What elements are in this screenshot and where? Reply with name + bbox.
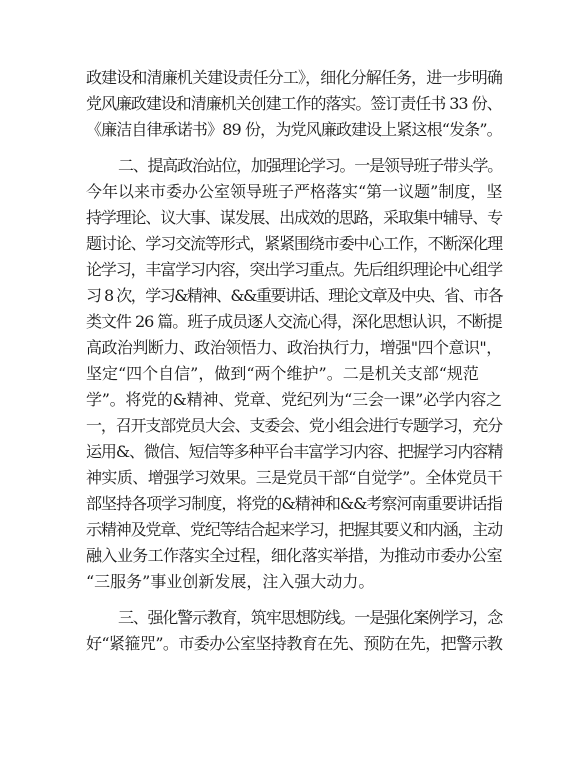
paragraph-line: 学”。将党的&精神、党章、党纪列为“三会一课”必学内容之 [86, 390, 502, 409]
paragraph-line: 部坚持各项学习制度，将党的&精神和&&考察河南重要讲话指 [86, 494, 502, 513]
paragraph-line: 一，召开支部党员大会、支委会、党小组会进行专题学习，充分 [86, 416, 503, 435]
paragraph-line: 《廉洁自律承诺书》89 份，为党风廉政建设上紧这根“发条”。 [86, 120, 502, 139]
paragraph-line: 习 8 次，学习&精神、&&重要讲话、理论文章及中央、省、市各 [86, 286, 503, 305]
paragraph-line: 坚定“四个自信”，做到“两个维护”。二是机关支部“规范 [86, 364, 479, 383]
paragraph-line: 运用&、微信、短信等多种平台丰富学习内容、把握学习内容精 [86, 442, 503, 461]
paragraph-line: 融入业务工作落实全过程，细化落实举措，为推动市委办公室 [86, 546, 503, 565]
paragraph-line: 政建设和清廉机关建设责任分工》，细化分解任务，进一步明确 [86, 68, 503, 87]
paragraph-line: 论学习，丰富学习内容，突出学习重点。先后组织理论中心组学 [86, 260, 503, 279]
paragraph-line: “三服务”事业创新发展，注入强大动力。 [86, 572, 375, 591]
paragraph-line: 神实质、增强学习效果。三是党员干部“自觉学”。全体党员干 [86, 468, 503, 487]
paragraph-line: 今年以来市委办公室领导班子严格落实“第一议题”制度，坚 [86, 182, 503, 201]
paragraph-line: 持学理论、议大事、谋发展、出成效的思路，采取集中辅导、专 [86, 208, 503, 227]
paragraph-line: 题讨论、学习交流等形式，紧紧围绕市委中心工作，不断深化理 [86, 234, 503, 253]
paragraph-line: 类文件 26 篇。班子成员逐人交流心得，深化思想认识，不断提 [86, 312, 502, 331]
section-heading-line: 二、提高政治站位，加强理论学习。一是领导班子带头学。 [118, 156, 503, 175]
paragraph-line: 示精神及党章、党纪等结合起来学习，把握其要义和内涵，主动 [86, 520, 503, 539]
paragraph-line: 好“紧箍咒”。市委办公室坚持教育在先、预防在先，把警示教 [86, 634, 503, 653]
section-heading-line: 三、强化警示教育，筑牢思想防线。一是强化案例学习，念 [118, 608, 503, 627]
paragraph-line: 党风廉政建设和清廉机关创建工作的落实。签订责任书 33 份、 [86, 94, 502, 113]
paragraph-line: 高政治判断力、政治领悟力、政治执行力，增强"四个意识"， [86, 338, 502, 357]
